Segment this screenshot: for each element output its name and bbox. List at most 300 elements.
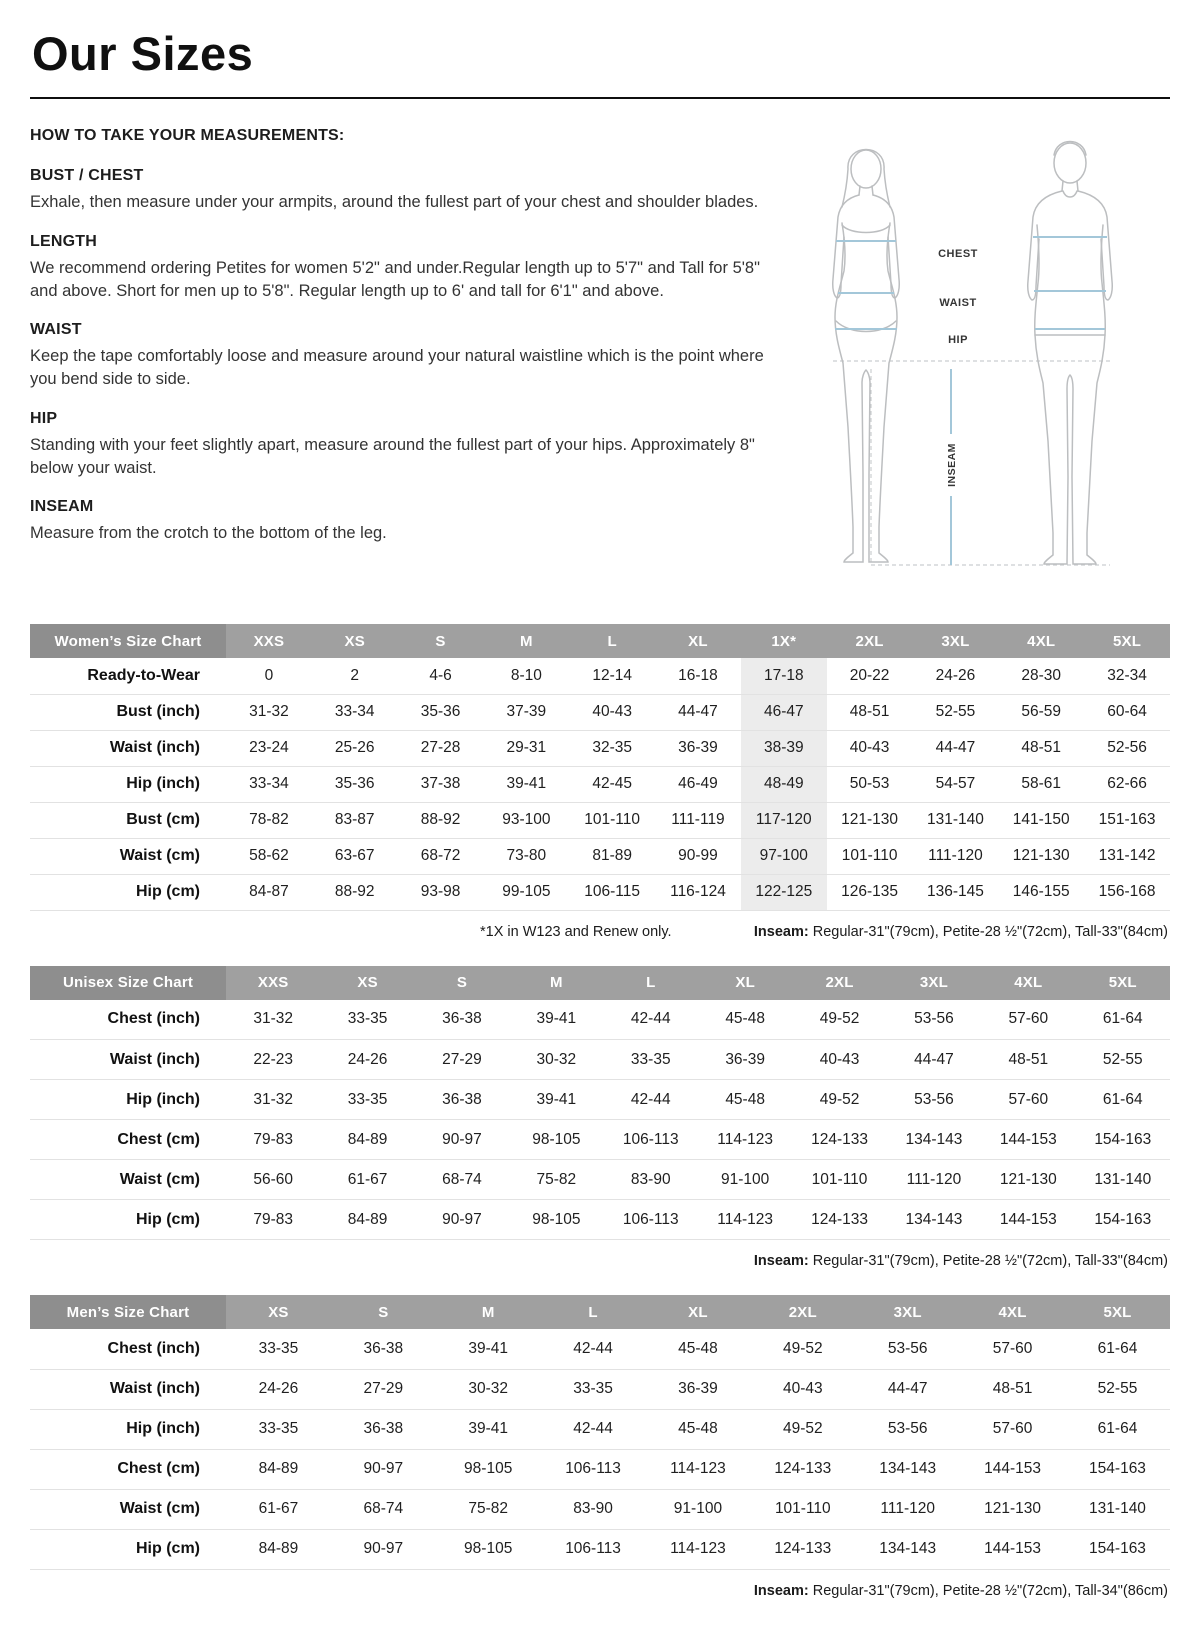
unisex-chart-footnotes — [32, 1253, 1168, 1269]
size-value-cell: 32-34 — [1084, 658, 1170, 694]
size-table-row — [30, 874, 1170, 910]
size-value-cell: 45-48 — [698, 1080, 792, 1120]
size-value-cell: 20-22 — [827, 658, 913, 694]
size-value-cell: 40-43 — [792, 1040, 886, 1080]
size-value-cell: 57-60 — [960, 1409, 1065, 1449]
size-column-header: 3XL — [913, 624, 999, 658]
size-value-cell: 154-163 — [1065, 1529, 1170, 1569]
size-value-cell: 93-100 — [483, 802, 569, 838]
inseam-footnote-label: Inseam: — [753, 1253, 809, 1269]
size-column-header: 5XL — [1065, 1295, 1170, 1329]
size-table-row — [30, 1409, 1170, 1449]
size-value-cell: 124-133 — [792, 1200, 886, 1240]
size-column-header: 4XL — [960, 1295, 1065, 1329]
size-column-header: S — [331, 1295, 436, 1329]
size-value-cell: 83-87 — [312, 802, 398, 838]
size-value-cell: 116-124 — [655, 874, 741, 910]
size-table-row — [30, 1449, 1170, 1489]
size-value-cell: 42-45 — [569, 766, 655, 802]
size-value-cell: 106-113 — [604, 1200, 698, 1240]
size-table-row — [30, 1200, 1170, 1240]
size-value-cell: 57-60 — [981, 1000, 1075, 1040]
row-label: Hip (cm) — [30, 1529, 226, 1569]
size-value-cell: 97-100 — [741, 838, 827, 874]
size-value-cell: 60-64 — [1084, 694, 1170, 730]
size-value-cell: 154-163 — [1076, 1200, 1170, 1240]
size-value-cell: 98-105 — [509, 1120, 603, 1160]
size-value-cell: 44-47 — [855, 1369, 960, 1409]
size-value-cell: 33-34 — [226, 766, 312, 802]
size-value-cell: 114-123 — [698, 1120, 792, 1160]
size-value-cell: 134-143 — [855, 1449, 960, 1489]
size-value-cell: 131-140 — [913, 802, 999, 838]
size-column-header: 4XL — [998, 624, 1084, 658]
instruction-section-length — [30, 233, 768, 303]
size-value-cell: 33-35 — [320, 1080, 414, 1120]
size-value-cell: 49-52 — [792, 1080, 886, 1120]
size-table-row — [30, 1529, 1170, 1569]
size-value-cell: 63-67 — [312, 838, 398, 874]
size-value-cell: 68-72 — [398, 838, 484, 874]
size-value-cell: 49-52 — [792, 1000, 886, 1040]
size-table-row — [30, 1120, 1170, 1160]
size-value-cell: 84-89 — [320, 1120, 414, 1160]
size-value-cell: 37-38 — [398, 766, 484, 802]
size-value-cell: 40-43 — [569, 694, 655, 730]
size-column-header: 2XL — [827, 624, 913, 658]
size-value-cell: 134-143 — [887, 1200, 981, 1240]
inseam-footnote-label: Inseam: — [753, 923, 809, 940]
section-title: HIP — [30, 409, 58, 427]
size-value-cell: 39-41 — [436, 1409, 541, 1449]
size-value-cell: 31-32 — [226, 1000, 320, 1040]
size-value-cell: 16-18 — [655, 658, 741, 694]
measurement-instructions — [30, 127, 768, 564]
size-value-cell: 57-60 — [981, 1080, 1075, 1120]
size-value-cell: 124-133 — [750, 1449, 855, 1489]
size-value-cell: 29-31 — [483, 730, 569, 766]
size-value-cell: 114-123 — [646, 1529, 751, 1569]
size-value-cell: 53-56 — [855, 1409, 960, 1449]
chart-title: Women’s Size Chart — [30, 624, 226, 658]
size-value-cell: 117-120 — [741, 802, 827, 838]
size-value-cell: 121-130 — [998, 838, 1084, 874]
size-value-cell: 52-55 — [1065, 1369, 1170, 1409]
size-column-header: XS — [320, 966, 414, 1000]
size-table-row — [30, 1329, 1170, 1369]
size-value-cell: 141-150 — [998, 802, 1084, 838]
size-value-cell: 40-43 — [750, 1369, 855, 1409]
size-value-cell: 45-48 — [646, 1329, 751, 1369]
size-value-cell: 39-41 — [436, 1329, 541, 1369]
measurement-lines — [835, 237, 1107, 565]
size-value-cell: 88-92 — [398, 802, 484, 838]
page-title: Our Sizes — [32, 27, 254, 80]
size-value-cell: 28-30 — [998, 658, 1084, 694]
size-value-cell: 144-153 — [981, 1120, 1075, 1160]
size-value-cell: 121-130 — [981, 1160, 1075, 1200]
row-label: Ready-to-Wear — [30, 658, 226, 694]
size-value-cell: 52-56 — [1084, 730, 1170, 766]
size-value-cell: 126-135 — [827, 874, 913, 910]
size-value-cell: 36-38 — [331, 1329, 436, 1369]
row-label: Waist (cm) — [30, 1160, 226, 1200]
size-value-cell: 156-168 — [1084, 874, 1170, 910]
row-label: Bust (inch) — [30, 694, 226, 730]
size-value-cell: 44-47 — [887, 1040, 981, 1080]
size-value-cell: 121-130 — [827, 802, 913, 838]
size-value-cell: 83-90 — [604, 1160, 698, 1200]
mens-size-chart-section — [30, 1295, 1170, 1599]
instruction-section-hip — [30, 410, 768, 480]
size-column-header: M — [509, 966, 603, 1000]
size-value-cell: 22-23 — [226, 1040, 320, 1080]
size-value-cell: 33-35 — [226, 1329, 331, 1369]
row-label: Bust (cm) — [30, 802, 226, 838]
size-table-header-row — [30, 966, 1170, 1000]
size-value-cell: 27-29 — [415, 1040, 509, 1080]
size-value-cell: 31-32 — [226, 694, 312, 730]
body-measurement-diagram — [778, 129, 1170, 605]
size-value-cell: 114-123 — [698, 1200, 792, 1240]
size-value-cell: 52-55 — [1076, 1040, 1170, 1080]
section-title: INSEAM — [30, 498, 94, 516]
footnote-inseam — [754, 924, 1168, 940]
size-value-cell: 90-97 — [331, 1529, 436, 1569]
footnote-1x: *1X in W123 and Renew only. — [480, 923, 672, 940]
row-label: Hip (cm) — [30, 874, 226, 910]
size-column-header: 5XL — [1084, 624, 1170, 658]
size-value-cell: 68-74 — [331, 1489, 436, 1529]
size-value-cell: 58-62 — [226, 838, 312, 874]
size-value-cell: 106-113 — [541, 1529, 646, 1569]
hip-label: HIP — [948, 334, 968, 346]
size-value-cell: 106-113 — [541, 1449, 646, 1489]
size-value-cell: 91-100 — [698, 1160, 792, 1200]
size-table-row — [30, 1369, 1170, 1409]
size-value-cell: 61-67 — [226, 1489, 331, 1529]
size-value-cell: 79-83 — [226, 1120, 320, 1160]
size-value-cell: 101-110 — [792, 1160, 886, 1200]
size-column-header: 1X* — [741, 624, 827, 658]
size-value-cell: 84-87 — [226, 874, 312, 910]
size-value-cell: 27-28 — [398, 730, 484, 766]
row-label: Hip (cm) — [30, 1200, 226, 1240]
size-value-cell: 131-142 — [1084, 838, 1170, 874]
section-body: Measure from the crotch to the bottom of the leg. — [30, 524, 387, 543]
section-body: Keep the tape comfortably loose and measure around your natural waistline which is the point where you bend side to side. — [30, 347, 764, 389]
size-value-cell: 48-51 — [981, 1040, 1075, 1080]
size-value-cell: 36-39 — [698, 1040, 792, 1080]
size-column-header: L — [569, 624, 655, 658]
size-value-cell: 154-163 — [1076, 1120, 1170, 1160]
size-column-header: 2XL — [792, 966, 886, 1000]
size-column-header: L — [541, 1295, 646, 1329]
size-value-cell: 38-39 — [741, 730, 827, 766]
size-table-row — [30, 730, 1170, 766]
instruction-section-bust-chest — [30, 167, 768, 214]
size-value-cell: 48-51 — [960, 1369, 1065, 1409]
footnote-inseam — [754, 1253, 1168, 1269]
section-body: Standing with your feet slightly apart, measure around the fullest part of your hips. Approximately 8" below your waist. — [30, 435, 755, 477]
measurement-figure-illustration — [778, 127, 1170, 610]
size-value-cell: 31-32 — [226, 1080, 320, 1120]
size-column-header: XL — [655, 624, 741, 658]
size-value-cell: 84-89 — [226, 1529, 331, 1569]
size-value-cell: 84-89 — [320, 1200, 414, 1240]
size-value-cell: 35-36 — [312, 766, 398, 802]
row-label: Waist (cm) — [30, 1489, 226, 1529]
size-value-cell: 53-56 — [887, 1080, 981, 1120]
size-value-cell: 111-119 — [655, 802, 741, 838]
size-value-cell: 48-51 — [827, 694, 913, 730]
size-table-header-row — [30, 624, 1170, 658]
size-value-cell: 101-110 — [827, 838, 913, 874]
size-table-row — [30, 1489, 1170, 1529]
row-label: Waist (inch) — [30, 730, 226, 766]
size-value-cell: 131-140 — [1065, 1489, 1170, 1529]
size-value-cell: 39-41 — [509, 1080, 603, 1120]
size-value-cell: 48-49 — [741, 766, 827, 802]
size-value-cell: 36-39 — [655, 730, 741, 766]
row-label: Chest (cm) — [30, 1120, 226, 1160]
size-value-cell: 75-82 — [509, 1160, 603, 1200]
inseam-footnote-label: Inseam: — [753, 1582, 809, 1599]
size-column-header: XXS — [226, 966, 320, 1000]
size-column-header: XS — [312, 624, 398, 658]
size-column-header: 5XL — [1076, 966, 1170, 1000]
row-label: Hip (inch) — [30, 1409, 226, 1449]
inseam-label: INSEAM — [946, 443, 958, 487]
size-value-cell: 99-105 — [483, 874, 569, 910]
size-value-cell: 0 — [226, 658, 312, 694]
size-table-row — [30, 1080, 1170, 1120]
size-value-cell: 114-123 — [646, 1449, 751, 1489]
size-value-cell: 42-44 — [604, 1000, 698, 1040]
row-label: Waist (inch) — [30, 1369, 226, 1409]
size-value-cell: 23-24 — [226, 730, 312, 766]
size-value-cell: 33-35 — [226, 1409, 331, 1449]
row-label: Waist (cm) — [30, 838, 226, 874]
size-value-cell: 88-92 — [312, 874, 398, 910]
size-value-cell: 32-35 — [569, 730, 655, 766]
size-value-cell: 36-38 — [415, 1000, 509, 1040]
size-value-cell: 46-49 — [655, 766, 741, 802]
size-value-cell: 56-59 — [998, 694, 1084, 730]
female-figure — [833, 150, 900, 563]
chest-label: CHEST — [938, 248, 978, 260]
size-column-header: M — [483, 624, 569, 658]
size-value-cell: 36-38 — [415, 1080, 509, 1120]
size-value-cell: 62-66 — [1084, 766, 1170, 802]
size-value-cell: 81-89 — [569, 838, 655, 874]
size-value-cell: 39-41 — [509, 1000, 603, 1040]
inseam-footnote-text: Regular-31"(79cm), Petite-28 ½"(72cm), Tall-33"(84cm) — [808, 1253, 1168, 1269]
size-value-cell: 61-64 — [1065, 1329, 1170, 1369]
size-column-header: XL — [646, 1295, 751, 1329]
size-value-cell: 56-60 — [226, 1160, 320, 1200]
size-value-cell: 17-18 — [741, 658, 827, 694]
size-table-row — [30, 838, 1170, 874]
size-value-cell: 33-35 — [541, 1369, 646, 1409]
size-value-cell: 42-44 — [541, 1329, 646, 1369]
size-value-cell: 124-133 — [792, 1120, 886, 1160]
size-value-cell: 106-115 — [569, 874, 655, 910]
size-value-cell: 33-35 — [604, 1040, 698, 1080]
unisex-size-chart-section — [30, 966, 1170, 1270]
size-table-row — [30, 1000, 1170, 1040]
size-value-cell: 49-52 — [750, 1329, 855, 1369]
womens-chart-footnotes — [32, 924, 1168, 940]
size-value-cell: 98-105 — [509, 1200, 603, 1240]
size-value-cell: 53-56 — [887, 1000, 981, 1040]
size-value-cell: 151-163 — [1084, 802, 1170, 838]
size-value-cell: 39-41 — [483, 766, 569, 802]
size-value-cell: 42-44 — [541, 1409, 646, 1449]
size-value-cell: 4-6 — [398, 658, 484, 694]
size-value-cell: 78-82 — [226, 802, 312, 838]
size-value-cell: 106-113 — [604, 1120, 698, 1160]
size-value-cell: 83-90 — [541, 1489, 646, 1529]
size-column-header: S — [398, 624, 484, 658]
size-table-row — [30, 1160, 1170, 1200]
section-title: WAIST — [30, 321, 82, 339]
size-table-row — [30, 658, 1170, 694]
size-value-cell: 45-48 — [646, 1409, 751, 1449]
size-value-cell: 101-110 — [569, 802, 655, 838]
size-value-cell: 49-52 — [750, 1409, 855, 1449]
size-value-cell: 134-143 — [855, 1529, 960, 1569]
size-value-cell: 53-56 — [855, 1329, 960, 1369]
section-title: LENGTH — [30, 232, 97, 250]
size-value-cell: 93-98 — [398, 874, 484, 910]
mens-chart-footnotes — [32, 1583, 1168, 1599]
size-value-cell: 27-29 — [331, 1369, 436, 1409]
size-value-cell: 111-120 — [887, 1160, 981, 1200]
chart-title: Unisex Size Chart — [30, 966, 226, 1000]
unisex-size-chart-table — [30, 966, 1170, 1241]
size-column-header: XS — [226, 1295, 331, 1329]
size-column-header: M — [436, 1295, 541, 1329]
size-value-cell: 144-153 — [960, 1449, 1065, 1489]
row-label: Waist (inch) — [30, 1040, 226, 1080]
size-value-cell: 46-47 — [741, 694, 827, 730]
size-column-header: 3XL — [887, 966, 981, 1000]
size-value-cell: 42-44 — [604, 1080, 698, 1120]
size-value-cell: 90-97 — [415, 1200, 509, 1240]
mens-size-chart-table — [30, 1295, 1170, 1570]
size-value-cell: 111-120 — [913, 838, 999, 874]
size-value-cell: 24-26 — [226, 1369, 331, 1409]
size-value-cell: 61-67 — [320, 1160, 414, 1200]
footnote-inseam — [754, 1583, 1168, 1599]
size-value-cell: 124-133 — [750, 1529, 855, 1569]
size-value-cell: 73-80 — [483, 838, 569, 874]
row-label: Hip (inch) — [30, 766, 226, 802]
size-value-cell: 40-43 — [827, 730, 913, 766]
instructions-heading: HOW TO TAKE YOUR MEASUREMENTS: — [30, 127, 345, 144]
inseam-footnote-text: Regular-31"(79cm), Petite-28 ½"(72cm), Tall-34"(86cm) — [808, 1582, 1168, 1599]
size-value-cell: 136-145 — [913, 874, 999, 910]
section-title: BUST / CHEST — [30, 167, 144, 184]
size-value-cell: 146-155 — [998, 874, 1084, 910]
size-table-row — [30, 766, 1170, 802]
size-value-cell: 2 — [312, 658, 398, 694]
instruction-section-waist — [30, 321, 768, 391]
size-value-cell: 154-163 — [1065, 1449, 1170, 1489]
size-column-header: L — [604, 966, 698, 1000]
size-value-cell: 90-97 — [331, 1449, 436, 1489]
row-label: Hip (inch) — [30, 1080, 226, 1120]
size-value-cell: 90-99 — [655, 838, 741, 874]
size-value-cell: 35-36 — [398, 694, 484, 730]
size-column-header: 2XL — [750, 1295, 855, 1329]
size-value-cell: 131-140 — [1076, 1160, 1170, 1200]
size-value-cell: 8-10 — [483, 658, 569, 694]
row-label: Chest (cm) — [30, 1449, 226, 1489]
size-value-cell: 79-83 — [226, 1200, 320, 1240]
size-table-row — [30, 1040, 1170, 1080]
size-value-cell: 90-97 — [415, 1120, 509, 1160]
size-value-cell: 36-39 — [646, 1369, 751, 1409]
size-value-cell: 111-120 — [855, 1489, 960, 1529]
size-value-cell: 45-48 — [698, 1000, 792, 1040]
section-body: We recommend ordering Petites for women 5'2" and under.Regular length up to 5'7" and Tall for 5'8" and above. Short for men up to 5'8". Regular length up to 6' and tall for 6'1" and above. — [30, 258, 760, 300]
size-value-cell: 44-47 — [913, 730, 999, 766]
size-value-cell: 36-38 — [331, 1409, 436, 1449]
size-value-cell: 122-125 — [741, 874, 827, 910]
row-label: Chest (inch) — [30, 1329, 226, 1369]
inseam-footnote-text: Regular-31"(79cm), Petite-28 ½"(72cm), Tall-33"(84cm) — [808, 923, 1168, 940]
size-value-cell: 50-53 — [827, 766, 913, 802]
size-table-row — [30, 802, 1170, 838]
size-column-header: 4XL — [981, 966, 1075, 1000]
size-value-cell: 121-130 — [960, 1489, 1065, 1529]
size-value-cell: 68-74 — [415, 1160, 509, 1200]
size-column-header: 3XL — [855, 1295, 960, 1329]
size-value-cell: 44-47 — [655, 694, 741, 730]
size-value-cell: 84-89 — [226, 1449, 331, 1489]
size-table-row — [30, 694, 1170, 730]
size-column-header: S — [415, 966, 509, 1000]
size-value-cell: 30-32 — [436, 1369, 541, 1409]
size-value-cell: 24-26 — [913, 658, 999, 694]
size-value-cell: 48-51 — [998, 730, 1084, 766]
size-value-cell: 98-105 — [436, 1529, 541, 1569]
size-table-header-row — [30, 1295, 1170, 1329]
size-value-cell: 25-26 — [312, 730, 398, 766]
size-value-cell: 58-61 — [998, 766, 1084, 802]
row-label: Chest (inch) — [30, 1000, 226, 1040]
size-value-cell: 37-39 — [483, 694, 569, 730]
size-value-cell: 52-55 — [913, 694, 999, 730]
size-value-cell: 134-143 — [887, 1120, 981, 1160]
size-value-cell: 33-34 — [312, 694, 398, 730]
womens-size-chart-section — [30, 624, 1170, 940]
male-figure — [1028, 142, 1113, 565]
size-value-cell: 91-100 — [646, 1489, 751, 1529]
size-column-header: XXS — [226, 624, 312, 658]
size-value-cell: 98-105 — [436, 1449, 541, 1489]
title-divider — [30, 97, 1170, 99]
size-value-cell: 12-14 — [569, 658, 655, 694]
size-value-cell: 101-110 — [750, 1489, 855, 1529]
size-value-cell: 144-153 — [981, 1200, 1075, 1240]
size-value-cell: 75-82 — [436, 1489, 541, 1529]
section-body: Exhale, then measure under your armpits, around the fullest part of your chest and shoulder blades. — [30, 193, 759, 211]
waist-label: WAIST — [939, 297, 977, 309]
size-value-cell: 144-153 — [960, 1529, 1065, 1569]
